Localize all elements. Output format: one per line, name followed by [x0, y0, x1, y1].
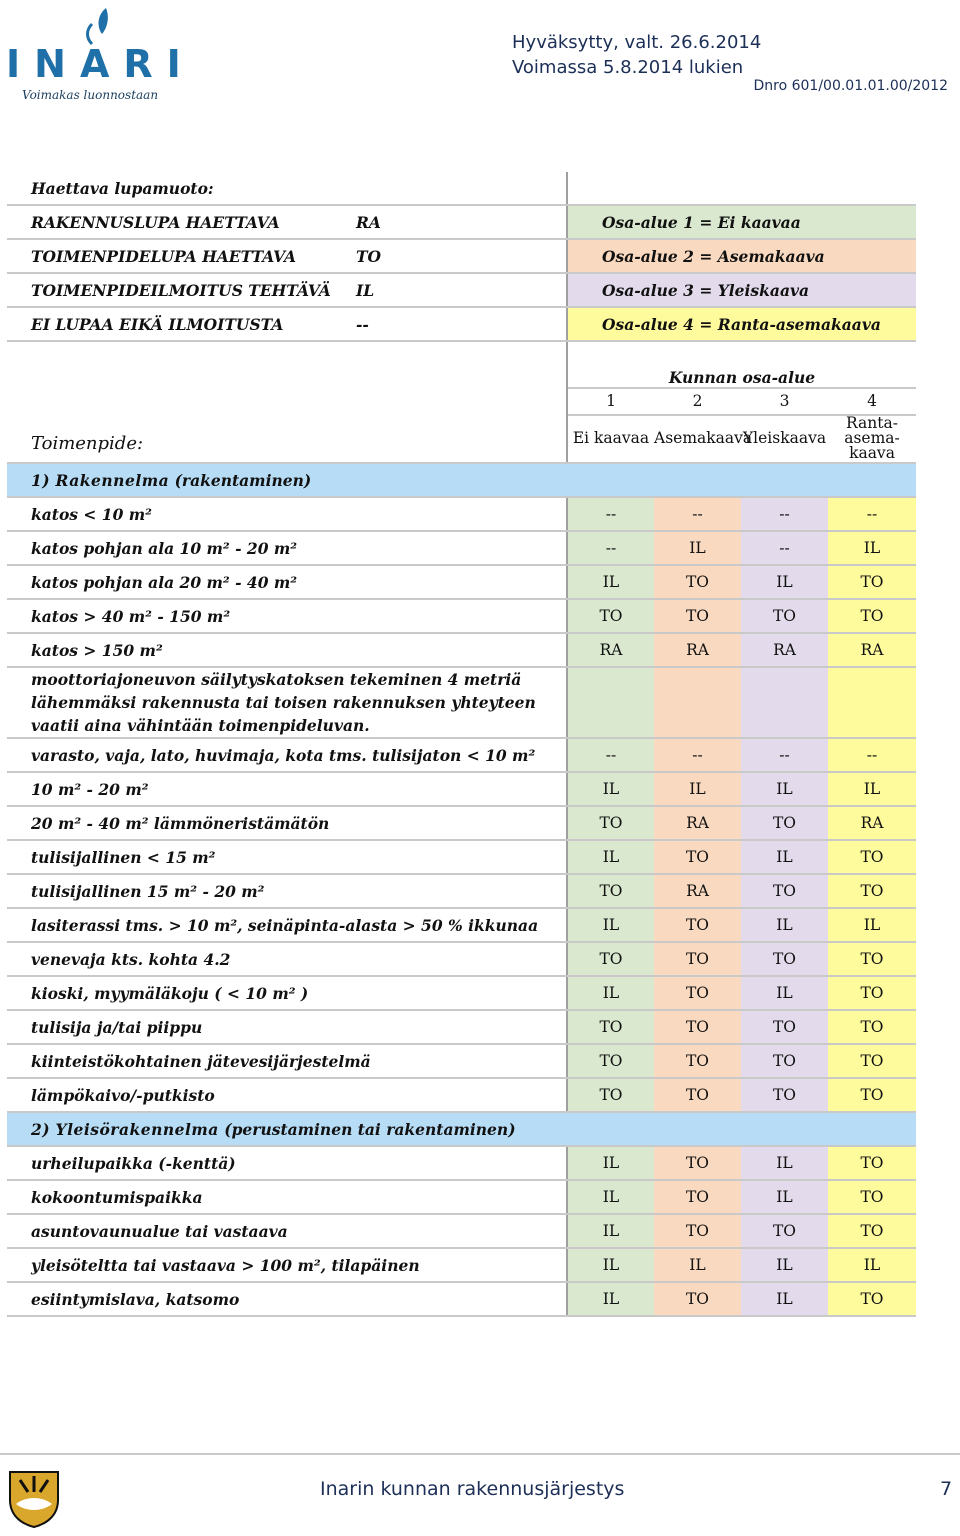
table-row — [7, 908, 916, 942]
table-row — [7, 633, 916, 667]
approval-info — [512, 30, 761, 80]
cell-value: TO — [567, 942, 654, 976]
cell-value: TO — [828, 942, 916, 976]
table-row — [7, 599, 916, 633]
row-label: asuntovaunualue tai vastaava — [7, 1214, 567, 1248]
cell-value: RA — [567, 633, 654, 667]
legend-permit-code: RA — [356, 212, 381, 232]
legend-row — [7, 307, 916, 341]
row-label: varasto, vaja, lato, huvimaja, kota tms. tulisijaton < 10 m² — [7, 738, 567, 772]
cell-value: -- — [741, 738, 828, 772]
table-row — [7, 1044, 916, 1078]
section-number: 2) — [31, 1119, 51, 1139]
cell-value: -- — [567, 497, 654, 531]
footer-title: Inarin kunnan rakennusjärjestys — [320, 1478, 625, 1500]
cell-value: TO — [567, 806, 654, 840]
row-label: tulisija ja/tai piippu — [7, 1010, 567, 1044]
section-title — [7, 463, 916, 497]
column-number: 1 — [567, 388, 654, 415]
legend-permit-code: IL — [356, 280, 375, 300]
row-label: moottoriajoneuvon säilytyskatoksen tekeminen 4 metriä lähemmäksi rakennusta tai toisen rakennuksen yhteyteen vaatii aina vähintään toimenpideluvan. — [7, 667, 567, 738]
cell-value: TO — [654, 565, 741, 599]
legend-row — [7, 205, 916, 239]
table-row — [7, 772, 916, 806]
cell-value: TO — [828, 1010, 916, 1044]
cell-value: TO — [828, 1146, 916, 1180]
row-label: tulisijallinen 15 m² - 20 m² — [7, 874, 567, 908]
cell-value: -- — [567, 738, 654, 772]
cell-value: TO — [828, 1044, 916, 1078]
cell-value: IL — [567, 1146, 654, 1180]
cell-value: TO — [654, 1214, 741, 1248]
legend-permit-code: -- — [356, 314, 369, 334]
table-row — [7, 1010, 916, 1044]
cell-value: IL — [828, 531, 916, 565]
table-row — [7, 942, 916, 976]
cell-value: IL — [567, 772, 654, 806]
cell-value: TO — [741, 874, 828, 908]
cell-value: -- — [828, 497, 916, 531]
table-row — [7, 1146, 916, 1180]
section-name: Yleisörakennelma — [55, 1119, 219, 1139]
coat-of-arms-icon — [8, 1470, 60, 1528]
logo-slogan: Voimakas luonnostaan — [22, 88, 159, 102]
legend-row — [7, 273, 916, 307]
cell-value: TO — [828, 599, 916, 633]
cell-value: IL — [654, 531, 741, 565]
column-name: Asemakaava — [654, 415, 741, 463]
cell-value: -- — [654, 738, 741, 772]
table-row — [7, 874, 916, 908]
cell-value: IL — [567, 1282, 654, 1316]
cell-value: IL — [654, 772, 741, 806]
valid-date: Voimassa 5.8.2014 lukien — [512, 57, 744, 78]
table-row — [7, 667, 916, 738]
column-name: Ranta-asema-kaava — [828, 415, 916, 463]
cell-value: IL — [741, 908, 828, 942]
column-number: 2 — [654, 388, 741, 415]
legend-permit-code: TO — [356, 246, 382, 266]
legend-permit — [7, 239, 567, 273]
row-label: katos > 40 m² - 150 m² — [7, 599, 567, 633]
cell-value — [567, 667, 654, 738]
legend-permit — [7, 307, 567, 341]
row-label: venevaja kts. kohta 4.2 — [7, 942, 567, 976]
legend-permit — [7, 273, 567, 307]
cell-value: IL — [741, 1282, 828, 1316]
legend-row — [7, 239, 916, 273]
cell-value: RA — [828, 633, 916, 667]
legend-permit-label: TOIMENPIDEILMOITUS TEHTÄVÄ — [31, 280, 331, 300]
cell-value: IL — [567, 976, 654, 1010]
legend-title: Haettava lupamuoto: — [7, 172, 567, 205]
row-label: 20 m² - 40 m² lämmöneristämätön — [7, 806, 567, 840]
section-title — [7, 1112, 916, 1146]
table-row — [7, 1078, 916, 1112]
cell-value: TO — [741, 806, 828, 840]
column-number: 3 — [741, 388, 828, 415]
cell-value: TO — [741, 1010, 828, 1044]
cell-value — [741, 667, 828, 738]
cell-value: TO — [654, 1180, 741, 1214]
permit-table — [7, 172, 916, 1317]
cell-value: IL — [828, 772, 916, 806]
cell-value: TO — [654, 976, 741, 1010]
cell-value: TO — [828, 840, 916, 874]
cell-value: TO — [741, 1044, 828, 1078]
cell-value: IL — [828, 1248, 916, 1282]
cell-value: IL — [567, 840, 654, 874]
cell-value: RA — [741, 633, 828, 667]
cell-value: IL — [741, 1248, 828, 1282]
table-row — [7, 497, 916, 531]
table-row — [7, 840, 916, 874]
cell-value: IL — [567, 1248, 654, 1282]
section-name: Rakennelma — [55, 470, 170, 490]
cell-value: IL — [741, 565, 828, 599]
cell-value: IL — [741, 976, 828, 1010]
row-label: kokoontumispaikka — [7, 1180, 567, 1214]
table-row — [7, 1282, 916, 1316]
row-label: lasiterassi tms. > 10 m², seinäpinta-alasta > 50 % ikkunaa — [7, 908, 567, 942]
cell-value: IL — [741, 772, 828, 806]
cell-value: RA — [654, 633, 741, 667]
section-subtitle: (rakentaminen) — [174, 470, 312, 490]
row-label: katos pohjan ala 20 m² - 40 m² — [7, 565, 567, 599]
cell-value: TO — [828, 1078, 916, 1112]
section-header — [7, 463, 916, 497]
cell-value: TO — [828, 874, 916, 908]
column-number: 4 — [828, 388, 916, 415]
cell-value: TO — [828, 976, 916, 1010]
cell-value: IL — [741, 1180, 828, 1214]
cell-value: TO — [741, 1214, 828, 1248]
cell-value: TO — [654, 908, 741, 942]
table-row — [7, 1214, 916, 1248]
cell-value: -- — [654, 497, 741, 531]
row-label: esiintymislava, katsomo — [7, 1282, 567, 1316]
row-label: 10 m² - 20 m² — [7, 772, 567, 806]
cell-value: IL — [741, 840, 828, 874]
cell-value: IL — [654, 1248, 741, 1282]
table-row — [7, 1180, 916, 1214]
cell-value: TO — [654, 599, 741, 633]
table-row — [7, 976, 916, 1010]
table-row — [7, 531, 916, 565]
cell-value: RA — [828, 806, 916, 840]
legend-permit — [7, 205, 567, 239]
column-header-blank: Toimenpide: — [7, 341, 567, 463]
table-row — [7, 738, 916, 772]
legend-permit-label: TOIMENPIDELUPA HAETTAVA — [31, 246, 297, 266]
cell-value: TO — [654, 1146, 741, 1180]
cell-value: TO — [828, 565, 916, 599]
approved-date: Hyväksytty, valt. 26.6.2014 — [512, 32, 762, 53]
footer-divider — [0, 1453, 960, 1455]
legend-title-blank — [567, 172, 916, 205]
document-number: Dnro 601/00.01.01.00/2012 — [753, 78, 948, 94]
section-subtitle: (perustaminen tai rakentaminen) — [224, 1119, 516, 1139]
cell-value: TO — [654, 840, 741, 874]
section-header — [7, 1112, 916, 1146]
legend-permit-label: RAKENNUSLUPA HAETTAVA — [31, 212, 280, 232]
row-label: katos > 150 m² — [7, 633, 567, 667]
cell-value: TO — [654, 1282, 741, 1316]
cell-value: TO — [567, 1078, 654, 1112]
cell-value: TO — [741, 942, 828, 976]
cell-value: IL — [567, 1180, 654, 1214]
row-label: kiinteistökohtainen jätevesijärjestelmä — [7, 1044, 567, 1078]
column-name: Ei kaavaa — [567, 415, 654, 463]
cell-value: TO — [567, 1010, 654, 1044]
column-name: Yleiskaava — [741, 415, 828, 463]
cell-value: TO — [828, 1180, 916, 1214]
cell-value: -- — [828, 738, 916, 772]
cell-value: TO — [828, 1282, 916, 1316]
cell-value — [654, 667, 741, 738]
cell-value: RA — [654, 874, 741, 908]
cell-value — [828, 667, 916, 738]
cell-value: -- — [567, 531, 654, 565]
cell-value: -- — [741, 497, 828, 531]
cell-value: TO — [567, 1044, 654, 1078]
cell-value: IL — [567, 1214, 654, 1248]
row-label: katos < 10 m² — [7, 497, 567, 531]
logo-text: INARI — [6, 42, 195, 86]
column-group-title: Kunnan osa-alue — [567, 341, 916, 388]
row-label: tulisijallinen < 15 m² — [7, 840, 567, 874]
legend-permit-label: EI LUPAA EIKÄ ILMOITUSTA — [31, 314, 284, 334]
section-number: 1) — [31, 470, 51, 490]
legend-area: Osa-alue 3 = Yleiskaava — [567, 273, 916, 307]
row-label: urheilupaikka (-kenttä) — [7, 1146, 567, 1180]
cell-value: TO — [654, 1044, 741, 1078]
table-row — [7, 806, 916, 840]
cell-value: TO — [654, 1078, 741, 1112]
page-number: 7 — [940, 1478, 953, 1500]
row-label: kioski, myymäläkoju ( < 10 m² ) — [7, 976, 567, 1010]
row-label: lämpökaivo/-putkisto — [7, 1078, 567, 1112]
cell-value: -- — [741, 531, 828, 565]
cell-value: TO — [654, 942, 741, 976]
legend-title-row — [7, 172, 916, 205]
legend-area: Osa-alue 4 = Ranta-asemakaava — [567, 307, 916, 341]
cell-value: TO — [654, 1010, 741, 1044]
cell-value: TO — [567, 874, 654, 908]
legend-area: Osa-alue 2 = Asemakaava — [567, 239, 916, 273]
cell-value: TO — [741, 1078, 828, 1112]
column-group-row — [7, 341, 916, 388]
cell-value: RA — [654, 806, 741, 840]
table-row — [7, 1248, 916, 1282]
row-label: katos pohjan ala 10 m² - 20 m² — [7, 531, 567, 565]
cell-value: TO — [828, 1214, 916, 1248]
legend-area: Osa-alue 1 = Ei kaavaa — [567, 205, 916, 239]
row-label: yleisöteltta tai vastaava > 100 m², tilapäinen — [7, 1248, 567, 1282]
cell-value: IL — [567, 565, 654, 599]
page-header — [0, 0, 960, 110]
cell-value: TO — [741, 599, 828, 633]
cell-value: IL — [567, 908, 654, 942]
cell-value: IL — [741, 1146, 828, 1180]
cell-value: IL — [828, 908, 916, 942]
cell-value: TO — [567, 599, 654, 633]
table-row — [7, 565, 916, 599]
